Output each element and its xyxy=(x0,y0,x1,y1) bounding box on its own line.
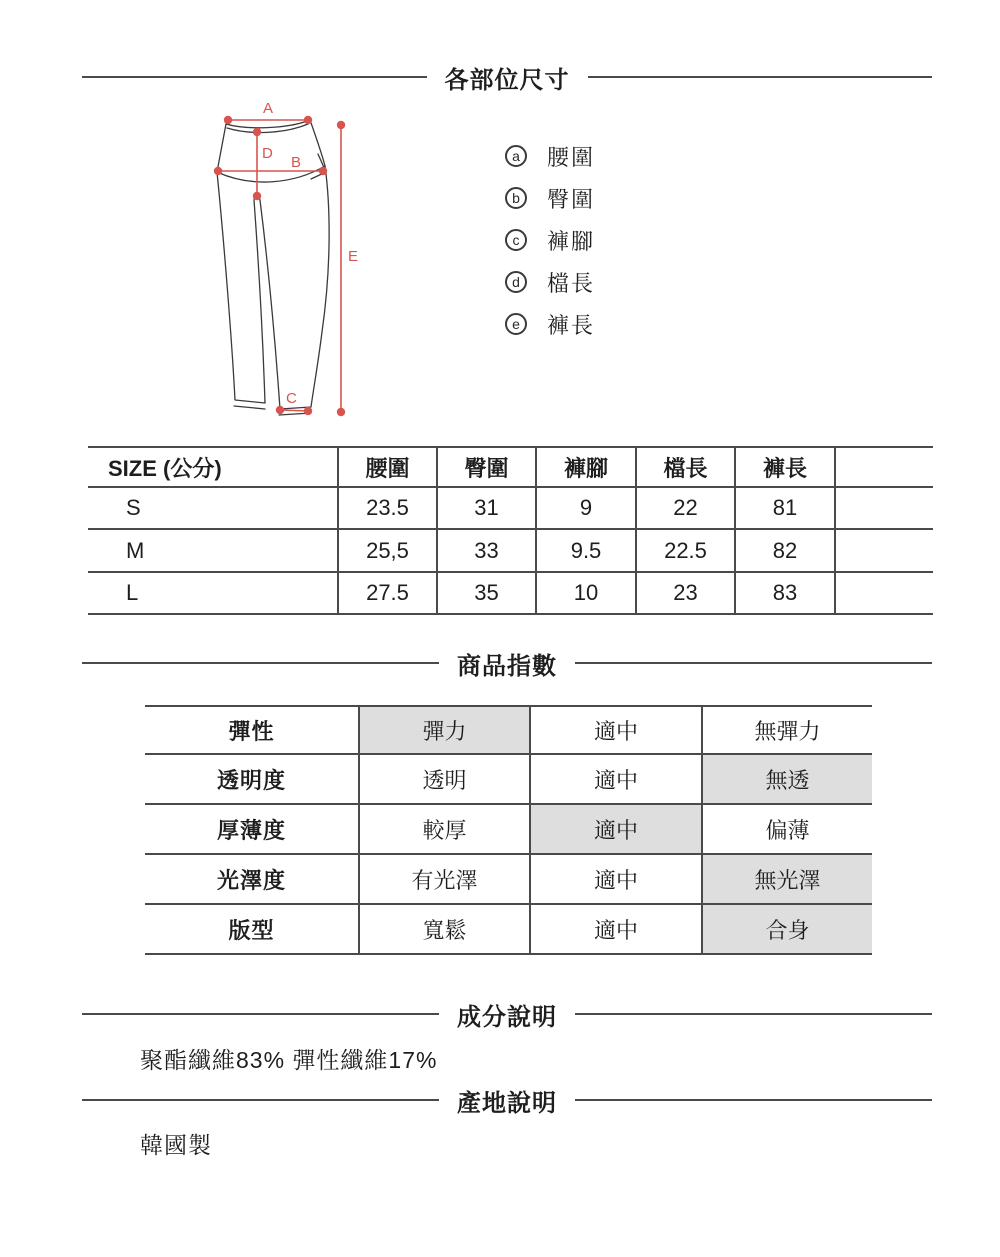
size-table xyxy=(88,446,933,615)
index-option-cell-selected: 無光澤 xyxy=(703,855,872,905)
size-value-cell: 10 xyxy=(537,573,637,615)
measure-line-c xyxy=(280,410,308,411)
pants-outline xyxy=(217,120,329,409)
legend-item-pants-length xyxy=(505,312,595,336)
size-table-header-cell: 褲長 xyxy=(736,446,836,488)
size-value-cell: 22.5 xyxy=(637,530,736,573)
measure-dot xyxy=(253,128,261,136)
title-rule-left xyxy=(82,662,439,664)
index-option-cell-selected: 無透 xyxy=(703,755,872,805)
section-title: 產地說明 xyxy=(457,1089,557,1117)
origin-text: 韓國製 xyxy=(140,1132,212,1158)
measurement-legend xyxy=(505,144,595,354)
legend-item-leg-opening xyxy=(505,228,595,252)
legend-item-crotch-length xyxy=(505,270,595,294)
title-rule-left xyxy=(82,76,427,78)
size-value-cell: 23 xyxy=(637,573,736,615)
index-option-cell: 有光澤 xyxy=(360,855,531,905)
index-row-label: 彈性 xyxy=(145,705,360,755)
title-rule-right xyxy=(588,76,933,78)
size-value-cell: 9.5 xyxy=(537,530,637,573)
measure-label-e: E xyxy=(348,248,359,265)
size-value-cell: 22 xyxy=(637,488,736,530)
measurements-section-title xyxy=(82,64,932,94)
index-option-cell-selected: 適中 xyxy=(531,805,703,855)
measure-dot xyxy=(304,407,312,415)
index-option-cell: 適中 xyxy=(531,705,703,755)
measure-label-a: A xyxy=(262,100,274,117)
section-title: 成分說明 xyxy=(457,1003,557,1031)
size-empty-cell xyxy=(836,573,933,615)
legend-item-waist xyxy=(505,144,595,168)
index-option-cell: 較厚 xyxy=(360,805,531,855)
index-option-cell-selected: 彈力 xyxy=(360,705,531,755)
title-rule-right xyxy=(575,1099,932,1101)
legend-label: 腰圍 xyxy=(547,144,596,170)
index-option-cell: 透明 xyxy=(360,755,531,805)
index-option-cell: 適中 xyxy=(531,855,703,905)
size-table-header-cell: 腰圍 xyxy=(339,446,438,488)
pants-measurement-diagram xyxy=(172,92,372,422)
title-rule-left xyxy=(82,1099,439,1101)
size-table-header-cell: SIZE (公分) xyxy=(88,446,339,488)
measure-dot xyxy=(319,167,327,175)
index-option-cell: 寬鬆 xyxy=(360,905,531,955)
measure-dot xyxy=(214,167,222,175)
legend-label: 褲腳 xyxy=(547,228,596,254)
size-value-cell: 31 xyxy=(438,488,537,530)
index-row-label: 厚薄度 xyxy=(145,805,360,855)
size-value-cell: 9 xyxy=(537,488,637,530)
index-row-label: 透明度 xyxy=(145,755,360,805)
size-value-cell: 35 xyxy=(438,573,537,615)
title-rule-right xyxy=(575,662,932,664)
size-row-label: L xyxy=(88,573,339,615)
size-value-cell: 27.5 xyxy=(339,573,438,615)
legend-label: 檔長 xyxy=(547,270,596,296)
page-title: 各部位尺寸 xyxy=(444,66,570,94)
circled-letter-a-icon: a xyxy=(505,145,527,167)
product-index-section-title xyxy=(82,650,932,680)
legend-label: 臀圍 xyxy=(547,186,596,212)
product-index-table xyxy=(145,705,872,955)
size-value-cell: 81 xyxy=(736,488,836,530)
title-rule-left xyxy=(82,1013,439,1015)
index-option-cell: 適中 xyxy=(531,755,703,805)
size-row-label: S xyxy=(88,488,339,530)
size-table-header-cell: 臀圍 xyxy=(438,446,537,488)
pocket-flap-line xyxy=(311,154,326,179)
origin-section-title xyxy=(82,1087,932,1117)
index-option-cell-selected: 合身 xyxy=(703,905,872,955)
title-rule-right xyxy=(575,1013,932,1015)
size-empty-cell xyxy=(836,488,933,530)
index-option-cell: 適中 xyxy=(531,905,703,955)
measure-label-d: D xyxy=(262,145,273,162)
size-table-header-empty-cell xyxy=(836,446,933,488)
index-option-cell: 無彈力 xyxy=(703,705,872,755)
left-cuff-line xyxy=(234,406,265,409)
section-title: 商品指數 xyxy=(457,652,557,680)
measure-dot xyxy=(304,116,312,124)
size-empty-cell xyxy=(836,530,933,573)
circled-letter-e-icon: e xyxy=(505,313,527,335)
measure-label-c: C xyxy=(286,390,297,407)
legend-item-hip xyxy=(505,186,595,210)
circled-letter-d-icon: d xyxy=(505,271,527,293)
composition-section-title xyxy=(82,1001,932,1031)
measure-dot xyxy=(276,406,284,414)
legend-label: 褲長 xyxy=(547,312,596,338)
size-value-cell: 83 xyxy=(736,573,836,615)
index-row-label: 版型 xyxy=(145,905,360,955)
size-value-cell: 25,5 xyxy=(339,530,438,573)
composition-text: 聚酯纖維83% 彈性纖維17% xyxy=(140,1047,438,1073)
size-value-cell: 82 xyxy=(736,530,836,573)
size-value-cell: 33 xyxy=(438,530,537,573)
circled-letter-b-icon: b xyxy=(505,187,527,209)
circled-letter-c-icon: c xyxy=(505,229,527,251)
size-row-label: M xyxy=(88,530,339,573)
measure-dot xyxy=(224,116,232,124)
index-row-label: 光澤度 xyxy=(145,855,360,905)
yoke-seam-line xyxy=(217,166,325,182)
index-option-cell: 偏薄 xyxy=(703,805,872,855)
measure-dot xyxy=(253,192,261,200)
size-table-header-cell: 褲腳 xyxy=(537,446,637,488)
measure-label-b: B xyxy=(291,154,302,171)
size-value-cell: 23.5 xyxy=(339,488,438,530)
measure-dot xyxy=(337,408,345,416)
measure-dot xyxy=(337,121,345,129)
size-table-header-cell: 檔長 xyxy=(637,446,736,488)
